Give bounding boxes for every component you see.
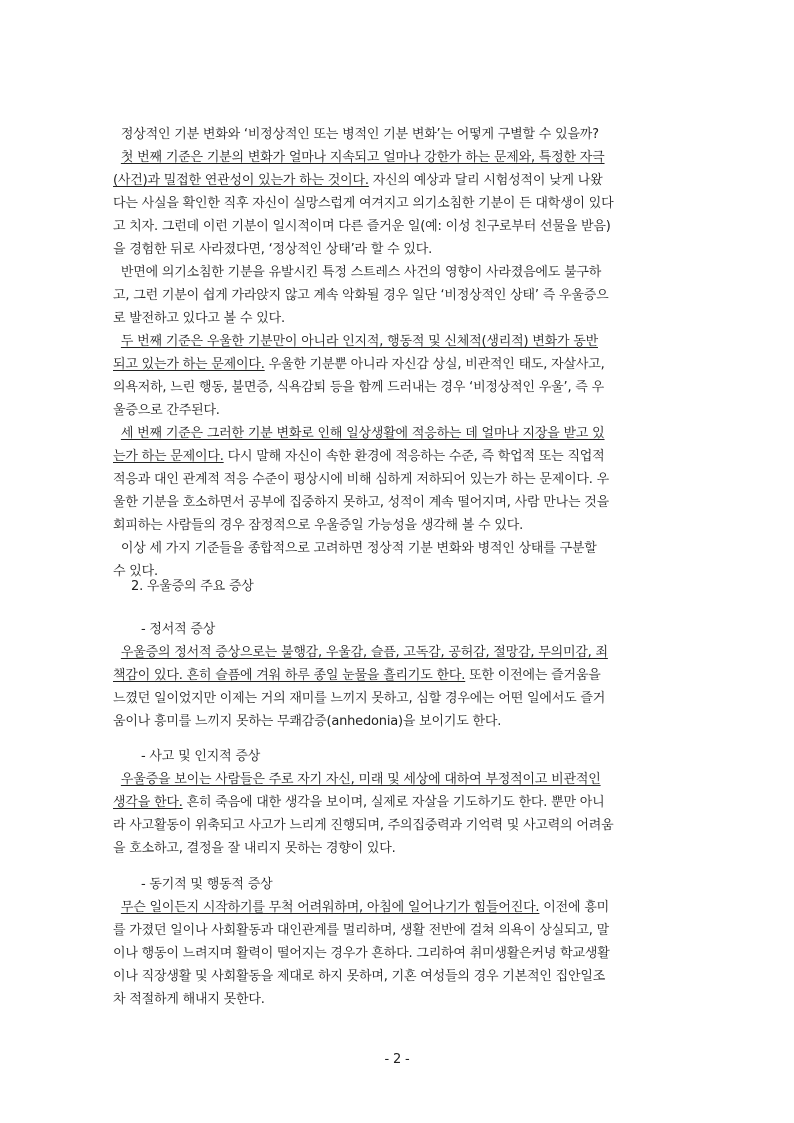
underlined-text: 우울증을 보이는 사람들은 주로 자기 자신, 미래 및 세상에 대하여 부정적이고 비관적인	[120, 772, 601, 787]
text-line	[113, 837, 681, 860]
text-line	[113, 664, 681, 687]
text-line	[113, 768, 681, 791]
text-line	[113, 192, 681, 215]
text-line	[113, 307, 681, 330]
line-text	[113, 772, 121, 787]
line-text-after: 흔히 죽음에 대한 생각을 보이며, 실제로 자살을 기도하기도 한다. 뿐만 아니	[182, 795, 605, 810]
text-line	[113, 919, 681, 942]
text-line	[113, 814, 681, 837]
text-line	[113, 942, 681, 965]
line-text-after: 또한 이전에는 즐거움을	[465, 668, 601, 683]
text-line	[113, 710, 681, 733]
line-text-after: 우울한 기분뿐 아니라 자신감 상실, 비관적인 태도, 자살사고,	[264, 357, 605, 372]
underlined-text: 첫 번째 기준은 기분의 변화가 얼마나 지속되고 얼마나 강한가 하는 문제와, 특정한 자극	[120, 150, 605, 165]
line-text: 을 호소하고, 결정을 잘 내리지 못하는 경향이 있다.	[113, 841, 396, 856]
page-number: - 2 -	[384, 1052, 410, 1067]
line-text: 라 사고활동이 위축되고 사고가 느리게 진행되며, 주의집중력과 기억력 및 사고력의 어려움	[113, 818, 614, 833]
underlined-text: 세 번째 기준은 그러한 기분 변화로 인해 일상생활에 적응하는 데 얼마나 지장을 받고 있	[120, 426, 605, 441]
text-line	[113, 376, 681, 399]
subsection-emotional-body	[113, 641, 681, 733]
line-text: 반면에 의기소침한 기분을 유발시킨 특정 스트레스 사건의 영향이 사라졌음에도 불구하	[113, 265, 602, 280]
line-text: 로 발전하고 있다고 볼 수 있다.	[113, 311, 285, 326]
text-line	[113, 169, 681, 192]
text-line	[113, 687, 681, 710]
line-text: 이상 세 가지 기준들을 종합적으로 고려하면 정상적 기분 변화와 병적인 상태를 구분할	[113, 541, 597, 556]
line-text: 이나 행동이 느려지며 활력이 떨어지는 경우가 흔하다. 그리하여 취미생활은커녕 학교생활	[113, 946, 610, 961]
text-line	[113, 988, 681, 1011]
underlined-text: 는가 하는 문제이다.	[113, 449, 224, 464]
intro-paragraphs	[113, 123, 681, 583]
underlined-text: (사건)과 밀접한 연관성이 있는가 하는 것이다.	[113, 173, 369, 188]
text-line	[113, 399, 681, 422]
line-text: 느꼈던 일이었지만 이제는 거의 재미를 느끼지 못하고, 심할 경우에는 어떤 일에서도 즐거	[113, 691, 606, 706]
underlined-text: 무슨 일이든지 시작하기를 무척 어려워하며, 아침에 일어나기가 힘들어진다.	[120, 900, 540, 915]
line-text	[113, 334, 121, 349]
line-text: 차 적절하게 해내지 못한다.	[113, 992, 265, 1007]
line-text	[113, 426, 121, 441]
line-text-after: 다시 말해 자신이 속한 환경에 적응하는 수준, 즉 학업적 또는 직업적	[223, 449, 605, 464]
text-line	[113, 238, 681, 261]
line-text: 수 있다.	[113, 564, 158, 579]
text-line	[113, 537, 681, 560]
line-text	[113, 150, 121, 165]
text-line	[113, 215, 681, 238]
text-line	[113, 514, 681, 537]
line-text: 고 치자. 그런데 이런 기분이 일시적이며 다른 즐거운 일(예: 이성 친구로부터 선물을 받음)	[113, 219, 611, 234]
subsection-cognitive-body	[113, 768, 681, 860]
underlined-text: 우울증의 정서적 증상으로는 불행감, 우울감, 슬픔, 고독감, 공허감, 절망감, 무의미감, 죄	[120, 645, 608, 660]
line-text: 이나 직장생활 및 사회활동을 제대로 하지 못하며, 기혼 여성들의 경우 기본적인 집안일조	[113, 969, 606, 984]
text-line	[113, 261, 681, 284]
line-text: 고, 그런 기분이 쉽게 가라앉지 않고 계속 악화될 경우 일단 ‘비정상적인 상태’ 즉 우울증으	[113, 288, 609, 303]
text-line	[113, 491, 681, 514]
text-line	[113, 123, 681, 146]
line-text: 정상적인 기분 변화와 ‘비정상적인 또는 병적인 기분 변화’는 어떻게 구별할 수 있을까?	[113, 127, 599, 142]
underlined-text: 생각을 한다.	[113, 795, 183, 810]
text-line	[113, 146, 681, 169]
text-line	[113, 284, 681, 307]
line-text: 울한 기분을 호소하면서 공부에 집중하지 못하고, 성적이 계속 떨어지며, 사람 만나는 것을	[113, 495, 610, 510]
line-text: 의욕저하, 느린 행동, 불면증, 식욕감퇴 등을 함께 드러내는 경우 ‘비정상적인 우울’, 즉 우	[113, 380, 604, 395]
line-text	[113, 645, 121, 660]
text-line	[113, 445, 681, 468]
underlined-text: 두 번째 기준은 우울한 기분만이 아니라 인지적, 행동적 및 신체적(생리적) 변화가 동반	[120, 334, 598, 349]
line-text-after: 이전에 흥미	[539, 900, 610, 915]
subsection-heading-cognitive: - 사고 및 인지적 증상	[141, 749, 261, 764]
section-title: 2. 우울증의 주요 증상	[131, 579, 254, 594]
text-line	[113, 965, 681, 988]
line-text-after: 자신의 예상과 달리 시험성적이 낮게 나왔	[368, 173, 603, 188]
line-text: 움이나 흥미를 느끼지 못하는 무쾌감증(anhedonia)을 보이기도 한다.	[113, 714, 502, 729]
text-line	[113, 468, 681, 491]
subsection-heading-motivational: - 동기적 및 행동적 증상	[141, 877, 273, 892]
underlined-text: 책감이 있다. 흔히 슬픔에 겨워 하루 종일 눈물을 흘리기도 한다.	[113, 668, 466, 683]
text-line	[113, 422, 681, 445]
text-line	[113, 791, 681, 814]
subsection-motivational-body	[113, 896, 681, 1011]
text-line	[113, 353, 681, 376]
line-text: 적응과 대인 관계적 적응 수준이 평상시에 비해 심하게 저하되어 있는가 하는 문제이다. 우	[113, 472, 610, 487]
line-text	[113, 900, 121, 915]
underlined-text: 되고 있는가 하는 문제이다.	[113, 357, 265, 372]
text-line	[113, 330, 681, 353]
text-line	[113, 641, 681, 664]
line-text: 회피하는 사람들의 경우 잠정적으로 우울증일 가능성을 생각해 볼 수 있다.	[113, 518, 524, 533]
line-text: 울증으로 간주된다.	[113, 403, 220, 418]
line-text: 를 가졌던 일이나 사회활동과 대인관계를 멀리하며, 생활 전반에 걸쳐 의욕이 상실되고, 말	[113, 923, 610, 938]
text-line	[113, 896, 681, 919]
line-text: 을 경험한 뒤로 사라졌다면, ‘정상적인 상태’라 할 수 있다.	[113, 242, 433, 257]
subsection-heading-emotional: - 정서적 증상	[141, 622, 216, 637]
line-text: 다는 사실을 확인한 직후 자신이 실망스럽게 여겨지고 의기소침한 기분이 든 대학생이 있다	[113, 196, 614, 211]
